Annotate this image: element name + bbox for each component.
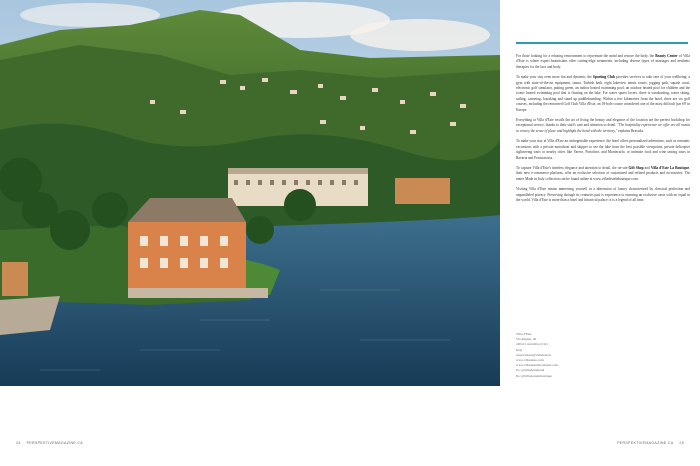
article-column bbox=[516, 0, 692, 400]
article-paragraph bbox=[516, 118, 690, 134]
text-run: Everything at Villa d'Este recalls the art of living the beauty and elegance of the location are the perfect backdrop for exceptional service, thanks to their staff's care and attention to detail. bbox=[516, 118, 690, 128]
contact-block bbox=[516, 332, 666, 379]
text-run: provides services to take care of your wellbeing: a gym with state-of-the-art equipment, sauna, Turkish bath, eight lakeview tennis courts, jogging path, squash court, electronic golf simulator, putting green, an indoor heated swimming pool, an outdoor heated pool for children and the iconic heated swimming pool that is floating on the lake. For water sports lovers, there is windsurfing, water skiing, sailing, canoeing, kayaking and stand up paddleboarding. Within a few kilometres from the hotel, there are six golf courses, including the renowned Golf Club Villa d'Este, an 18-hole course considered one of the most difficult 'par 69' in Europe. bbox=[516, 75, 690, 112]
text-run: and bbox=[643, 165, 651, 170]
article-paragraph bbox=[516, 166, 690, 182]
text-run: explains Brasiola. bbox=[617, 128, 644, 133]
page-number-right: 25 bbox=[679, 441, 684, 445]
text-run: To capture Villa d'Este's timeless elegance and attention to detail, the on-site bbox=[516, 165, 629, 170]
text-run: , their new e-commerce platform, offer an exclusive selection of customized and refined products and accessories. The entire Made in Italy collection can be found online at www.villadestelaboutique.com. bbox=[516, 165, 690, 181]
accent-rule bbox=[516, 42, 688, 44]
text-run: Beauty Center bbox=[655, 54, 678, 58]
address-line: Italy bbox=[516, 347, 523, 352]
article-body bbox=[516, 54, 690, 208]
article-paragraph bbox=[516, 139, 690, 161]
address-line: www.villadestelaboutique.com bbox=[516, 363, 558, 368]
text-run: Gift Shop bbox=[628, 165, 644, 170]
article-paragraph bbox=[516, 54, 690, 70]
text-run: For those looking for a relaxing environment to rejuvenate the mind and restore the body, the bbox=[516, 54, 656, 58]
address-line: IG: @villadestehotel bbox=[516, 368, 545, 373]
address-line: www.villadeste.com bbox=[516, 358, 544, 363]
footer-right bbox=[617, 441, 690, 445]
text-run: Sporting Club bbox=[592, 75, 615, 80]
footer-left-label: PERSPEKTIVEMAGAZINE.CA bbox=[26, 441, 83, 445]
footer-right-label: PERSPEKTIVEMAGAZINE.CA bbox=[617, 441, 674, 445]
text-run: Villa d'Este La Boutique bbox=[650, 165, 690, 170]
page-number-left: 24 bbox=[16, 441, 21, 445]
text-run: To make your stay at Villa d'Este an unforgettable experience, the hotel offers personalized adventures, such as romantic excursions with a private motorboat and skipper to see the lake from the best possible viewpoints, private helicopter sightseeing tours to nearby cities like Varese, Portofino, and Montecarlo, or intimate food and wine tasting tours in Bavaria and Franciacorta. bbox=[516, 139, 690, 160]
article-paragraph bbox=[516, 75, 690, 113]
text-run: of Villa d'Este is where expert beauticians offer cutting-edge treatments, including diverse types of massages and aesthetic therapies for the face and body. bbox=[516, 54, 690, 69]
text-run: To make your stay even more fun and dynamic, the bbox=[516, 75, 593, 80]
address-line: reservations@villadeste.it bbox=[516, 352, 552, 357]
text-run: "The hospitality experience we offer are all meant to convey the sense of place and highlight the bond with the territory," bbox=[516, 123, 691, 133]
text-run: Visiting Villa d'Este means immersing yourself in a dimension of luxury characterized by classical perfection and unparalleled privacy. Preserving through its centuries past is experience to ensuring an exclusive oasis with no equal in the world. Villa d'Este is more than a hotel and historical palace; it is a legend of all time. bbox=[516, 187, 690, 202]
article-paragraph bbox=[516, 187, 690, 203]
address-line: 22012 Cernobbio (CO) bbox=[516, 342, 548, 347]
address-line: IG: @villadestelaboutique bbox=[516, 373, 552, 378]
footer-left bbox=[16, 441, 89, 445]
address-line: Via Regina, 40 bbox=[516, 337, 537, 342]
address-line: Villa d'Este bbox=[516, 332, 532, 336]
